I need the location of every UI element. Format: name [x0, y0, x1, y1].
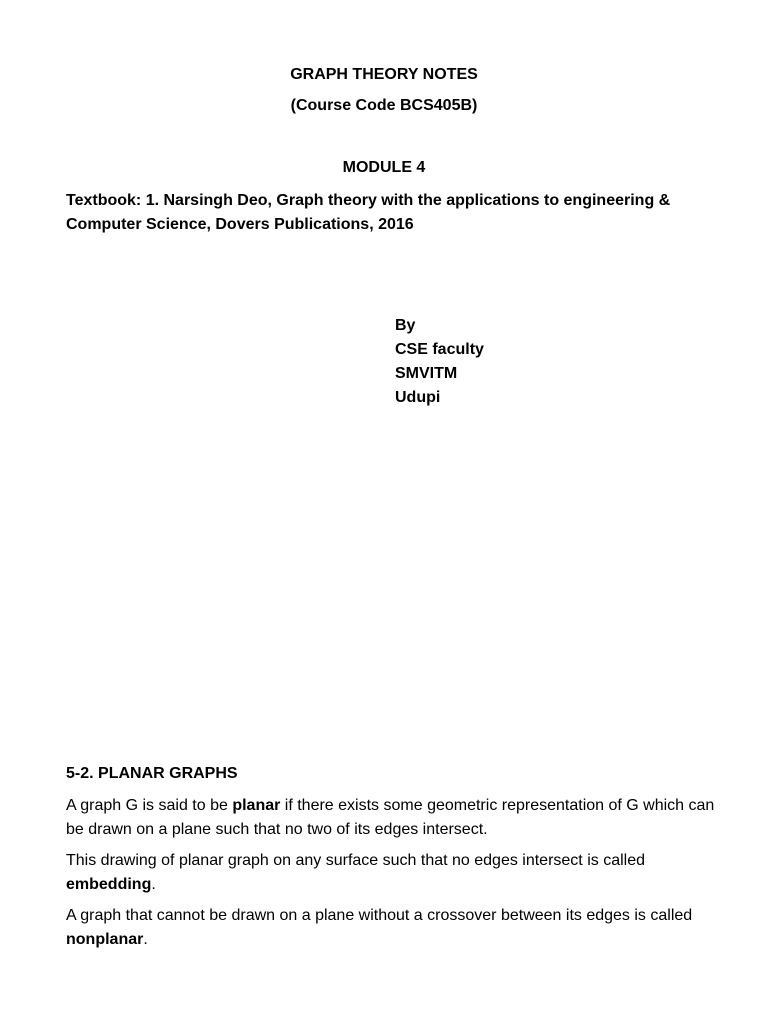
byline-by: By: [395, 317, 416, 334]
document-title: GRAPH THEORY NOTES: [290, 66, 478, 83]
p1-after: if there exists some geometric representation of G which can be drawn on a plane such that no two of its edges intersect.: [66, 797, 715, 838]
paragraph-nonplanar-definition: [66, 904, 716, 952]
term-nonplanar: nonplanar: [66, 931, 144, 948]
byline-city: Udupi: [395, 389, 441, 406]
p2-before: This drawing of planar graph on any surface such that no edges intersect is called: [66, 852, 645, 869]
term-planar: planar: [232, 797, 281, 814]
section-heading: 5-2. PLANAR GRAPHS: [66, 765, 238, 782]
paragraph-planar-definition: [66, 794, 716, 842]
module-heading: MODULE 4: [342, 159, 426, 176]
textbook-reference: Textbook: 1. Narsingh Deo, Graph theory with the applications to engineering & Computer Science, Dovers Publications, 2016: [66, 192, 671, 233]
p1-before: A graph G is said to be: [66, 797, 233, 814]
term-embedding: embedding: [66, 876, 152, 893]
paragraph-embedding-definition: [66, 849, 716, 897]
p3-before: A graph that cannot be drawn on a plane without a crossover between its edges is called: [66, 907, 693, 924]
course-code: (Course Code BCS405B): [290, 97, 478, 114]
p3-after: .: [143, 931, 148, 948]
p2-after: .: [151, 876, 156, 893]
byline: [395, 314, 484, 410]
byline-author: CSE faculty: [395, 341, 484, 358]
byline-institution: SMVITM: [395, 365, 458, 382]
